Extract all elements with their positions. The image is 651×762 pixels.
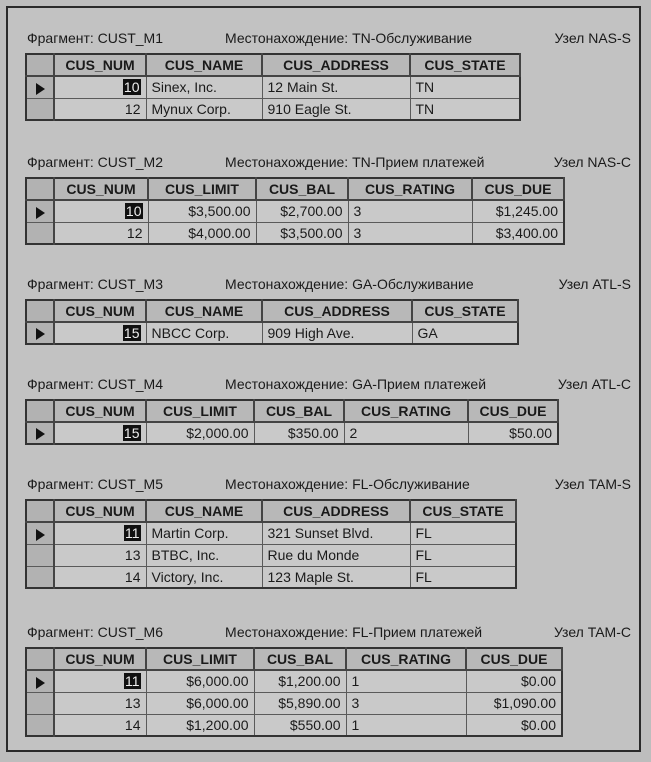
fragment-table (25, 177, 565, 245)
current-row-indicator (26, 422, 54, 444)
table-row[interactable] (26, 522, 516, 544)
cell-cus-due[interactable]: $1,090.00 (466, 692, 562, 714)
column-header[interactable]: CUS_NUM (54, 54, 146, 76)
selected-cell-value[interactable]: 10 (123, 79, 140, 96)
table-header-row (26, 500, 516, 522)
row-indicator-header (26, 54, 54, 76)
current-row-indicator (26, 322, 54, 344)
fragment-location: Местонахождение: FL-Прием платежей (225, 624, 483, 640)
cell-cus-num[interactable] (54, 670, 146, 692)
cell-cus-rating[interactable]: 3 (348, 222, 472, 244)
column-header[interactable]: CUS_NAME (146, 500, 262, 522)
fragment-name: Фрагмент: CUST_M3 (27, 276, 164, 292)
column-header[interactable]: CUS_DUE (468, 400, 558, 422)
cell-cus-due[interactable]: $1,245.00 (472, 200, 564, 222)
cell-cus-state[interactable]: GA (412, 322, 518, 344)
column-header[interactable]: CUS_LIMIT (146, 648, 254, 670)
cell-cus-rating[interactable]: 3 (348, 200, 472, 222)
cell-cus-name[interactable]: Mynux Corp. (146, 98, 262, 120)
column-header[interactable]: CUS_RATING (346, 648, 466, 670)
selected-cell-value[interactable]: 15 (123, 425, 140, 441)
column-header[interactable]: CUS_BAL (254, 400, 344, 422)
current-row-arrow-icon (36, 83, 45, 95)
table-row[interactable] (26, 422, 558, 444)
cell-cus-limit[interactable]: $2,000.00 (146, 422, 254, 444)
cell-cus-address[interactable]: 321 Sunset Blvd. (262, 522, 410, 544)
table-row[interactable] (26, 98, 520, 120)
table-row[interactable] (26, 544, 516, 566)
fragment-node: Узел ATL-S (558, 276, 631, 292)
fragment-section-m6 (8, 624, 639, 733)
table-row[interactable] (26, 714, 562, 736)
cell-cus-rating[interactable]: 1 (346, 670, 466, 692)
row-indicator[interactable] (26, 222, 54, 244)
fragment-caption (8, 30, 639, 50)
cell-cus-name[interactable]: Sinex, Inc. (146, 76, 262, 98)
fragment-name: Фрагмент: CUST_M4 (27, 376, 164, 392)
current-row-arrow-icon (36, 428, 45, 440)
cell-cus-due[interactable]: $0.00 (466, 670, 562, 692)
row-indicator[interactable] (26, 566, 54, 588)
cell-cus-num[interactable] (54, 422, 146, 444)
column-header[interactable]: CUS_NUM (54, 400, 146, 422)
table-header-row (26, 54, 520, 76)
fragment-location: Местонахождение: FL-Обслуживание (225, 476, 470, 492)
cell-cus-address[interactable]: 909 High Ave. (262, 322, 412, 344)
current-row-arrow-icon (36, 328, 45, 340)
column-header[interactable]: CUS_STATE (412, 300, 518, 322)
table-row[interactable] (26, 670, 562, 692)
current-row-arrow-icon (36, 677, 45, 689)
fragment-caption (8, 154, 639, 174)
selected-cell-value[interactable]: 15 (123, 325, 140, 341)
cell-cus-state[interactable]: TN (410, 98, 520, 120)
fragment-node: Узел TAM-C (553, 624, 631, 640)
column-header[interactable]: CUS_NUM (54, 300, 146, 322)
column-header[interactable]: CUS_BAL (254, 648, 346, 670)
cell-cus-name[interactable]: Martin Corp. (146, 522, 262, 544)
current-row-arrow-icon (36, 529, 45, 541)
fragment-location: Местонахождение: GA-Обслуживание (225, 276, 474, 292)
row-indicator-header (26, 178, 54, 200)
column-header[interactable]: CUS_RATING (348, 178, 472, 200)
column-header[interactable]: CUS_NUM (54, 648, 146, 670)
fragment-name: Фрагмент: CUST_M2 (27, 154, 164, 170)
cell-cus-bal[interactable]: $350.00 (254, 422, 344, 444)
cell-cus-state[interactable]: FL (410, 566, 516, 588)
table-header-row (26, 300, 518, 322)
cell-cus-num[interactable] (54, 322, 146, 344)
column-header[interactable]: CUS_LIMIT (146, 400, 254, 422)
cell-cus-limit[interactable]: $1,200.00 (146, 714, 254, 736)
selected-cell-value[interactable]: 11 (124, 525, 140, 542)
cell-cus-num[interactable] (54, 76, 146, 98)
cell-cus-num[interactable]: 14 (54, 566, 146, 588)
fragments-panel (6, 6, 641, 752)
table-header-row (26, 400, 558, 422)
fragment-section-m4 (8, 376, 639, 441)
cell-cus-due[interactable]: $0.00 (466, 714, 562, 736)
fragment-section-m3 (8, 276, 639, 341)
cell-cus-num[interactable] (54, 522, 146, 544)
cell-cus-rating[interactable]: 1 (346, 714, 466, 736)
row-indicator-header (26, 648, 54, 670)
fragment-table (25, 53, 521, 121)
row-indicator-header (26, 400, 54, 422)
cell-cus-address[interactable]: 123 Maple St. (262, 566, 410, 588)
cell-cus-num[interactable]: 13 (54, 692, 146, 714)
fragment-name: Фрагмент: CUST_M6 (27, 624, 164, 640)
fragment-location: Местонахождение: GA-Прием платежей (225, 376, 487, 392)
column-header[interactable]: CUS_NAME (146, 54, 262, 76)
cell-cus-name[interactable]: Victory, Inc. (146, 566, 262, 588)
fragment-name: Фрагмент: CUST_M5 (27, 476, 164, 492)
fragment-caption (8, 276, 639, 296)
current-row-indicator (26, 200, 54, 222)
column-header[interactable]: CUS_NAME (146, 300, 262, 322)
row-indicator[interactable] (26, 98, 54, 120)
table-row[interactable] (26, 566, 516, 588)
cell-cus-limit[interactable]: $6,000.00 (146, 692, 254, 714)
table-header-row (26, 178, 564, 200)
cell-cus-rating[interactable]: 2 (344, 422, 468, 444)
fragment-location: Местонахождение: TN-Обслуживание (225, 30, 473, 46)
table-row[interactable] (26, 76, 520, 98)
cell-cus-bal[interactable]: $5,890.00 (254, 692, 346, 714)
fragment-caption (8, 476, 639, 496)
fragment-section-m2 (8, 154, 639, 241)
cell-cus-state[interactable]: FL (410, 522, 516, 544)
column-header[interactable]: CUS_NUM (54, 500, 146, 522)
table-row[interactable] (26, 222, 564, 244)
cell-cus-state[interactable]: TN (410, 76, 520, 98)
cell-cus-bal[interactable]: $550.00 (254, 714, 346, 736)
fragment-location: Местонахождение: TN-Прием платежей (225, 154, 485, 170)
cell-cus-bal[interactable]: $1,200.00 (254, 670, 346, 692)
column-header[interactable]: CUS_DUE (472, 178, 564, 200)
table-row[interactable] (26, 322, 518, 344)
fragment-section-m1 (8, 30, 639, 117)
fragment-node: Узел ATL-C (557, 376, 631, 392)
table-header-row (26, 648, 562, 670)
cell-cus-num[interactable] (54, 200, 148, 222)
selected-cell-value[interactable]: 11 (124, 673, 140, 690)
cell-cus-due[interactable]: $50.00 (468, 422, 558, 444)
cell-cus-num[interactable]: 12 (54, 222, 148, 244)
fragment-node: Узел NAS-S (554, 30, 631, 46)
column-header[interactable]: CUS_LIMIT (148, 178, 256, 200)
column-header[interactable]: CUS_STATE (410, 500, 516, 522)
fragment-caption (8, 376, 639, 396)
cell-cus-num[interactable]: 14 (54, 714, 146, 736)
row-indicator-header (26, 500, 54, 522)
column-header[interactable]: CUS_STATE (410, 54, 520, 76)
cell-cus-num[interactable]: 13 (54, 544, 146, 566)
row-indicator-header (26, 300, 54, 322)
fragment-table (25, 399, 559, 445)
cell-cus-address[interactable]: 12 Main St. (262, 76, 410, 98)
fragment-node: Узел TAM-S (554, 476, 631, 492)
selected-cell-value[interactable]: 10 (125, 203, 142, 220)
fragment-name: Фрагмент: CUST_M1 (27, 30, 164, 46)
cell-cus-due[interactable]: $3,400.00 (472, 222, 564, 244)
column-header[interactable]: CUS_BAL (256, 178, 348, 200)
cell-cus-name[interactable]: NBCC Corp. (146, 322, 262, 344)
fragment-section-m5 (8, 476, 639, 585)
cell-cus-limit[interactable]: $3,500.00 (148, 200, 256, 222)
cell-cus-num[interactable]: 12 (54, 98, 146, 120)
table-row[interactable] (26, 692, 562, 714)
column-header[interactable]: CUS_NUM (54, 178, 148, 200)
current-row-arrow-icon (36, 207, 45, 219)
current-row-indicator (26, 76, 54, 98)
cell-cus-limit[interactable]: $6,000.00 (146, 670, 254, 692)
fragment-table (25, 299, 519, 345)
cell-cus-state[interactable]: FL (410, 544, 516, 566)
row-indicator[interactable] (26, 692, 54, 714)
row-indicator[interactable] (26, 714, 54, 736)
column-header[interactable]: CUS_ADDRESS (262, 54, 410, 76)
table-row[interactable] (26, 200, 564, 222)
column-header[interactable]: CUS_DUE (466, 648, 562, 670)
cell-cus-address[interactable]: Rue du Monde (262, 544, 410, 566)
cell-cus-limit[interactable]: $4,000.00 (148, 222, 256, 244)
cell-cus-address[interactable]: 910 Eagle St. (262, 98, 410, 120)
cell-cus-bal[interactable]: $3,500.00 (256, 222, 348, 244)
fragment-table (25, 499, 517, 589)
current-row-indicator (26, 522, 54, 544)
cell-cus-name[interactable]: BTBC, Inc. (146, 544, 262, 566)
fragment-node: Узел NAS-C (553, 154, 631, 170)
cell-cus-rating[interactable]: 3 (346, 692, 466, 714)
fragment-caption (8, 624, 639, 644)
column-header[interactable]: CUS_ADDRESS (262, 300, 412, 322)
cell-cus-bal[interactable]: $2,700.00 (256, 200, 348, 222)
column-header[interactable]: CUS_ADDRESS (262, 500, 410, 522)
row-indicator[interactable] (26, 544, 54, 566)
current-row-indicator (26, 670, 54, 692)
column-header[interactable]: CUS_RATING (344, 400, 468, 422)
fragment-table (25, 647, 563, 737)
